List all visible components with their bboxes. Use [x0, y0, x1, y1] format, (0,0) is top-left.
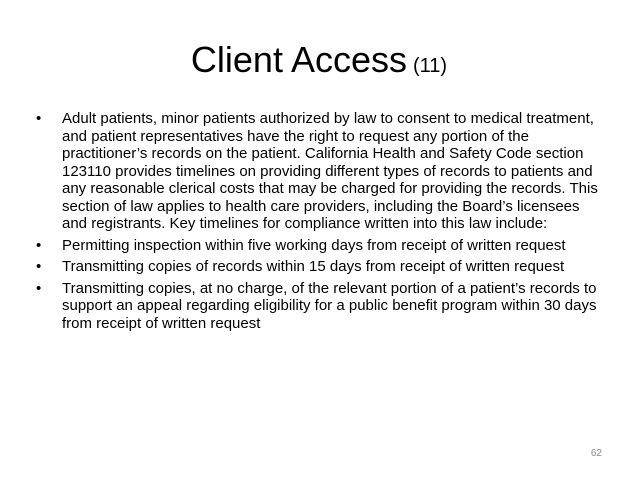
page-number: 62 — [590, 448, 602, 459]
bullet-marker: • — [36, 110, 42, 127]
slide-title-text: Client Access — [190, 39, 407, 80]
bullet-marker: • — [36, 236, 42, 254]
bullet-item — [36, 258, 606, 276]
bullet-text: Adult patients, minor patients authorized by law to consent to medical treatment, and patient representatives have the right to request any portion of the practitioner’s records on the patient. California Health and Safety Code section 123110 provides timelines on providing different types of records to patients and any reasonable clerical costs that may be charged for providing the records. This section of law applies to health care providers, including the Board’s licensees and registrants. Key timelines for compliance written into this law include: — [62, 110, 598, 232]
bullet-item — [36, 237, 606, 255]
bullet-marker: • — [36, 258, 42, 275]
bullet-text: Transmitting copies, at no charge, of the relevant portion of a patient’s records to support an appeal regarding eligibility for a public benefit program within 30 days from receipt of written request — [62, 279, 597, 332]
bullet-list — [36, 110, 606, 336]
bullet-item — [36, 280, 606, 333]
slide-title — [0, 38, 638, 88]
slide-title-suffix: (11) — [413, 55, 448, 77]
bullet-item — [36, 110, 606, 233]
bullet-text: Permitting inspection within five working days from receipt of written request — [62, 236, 566, 254]
bullet-text: Transmitting copies of records within 15 days from receipt of written request — [62, 258, 565, 275]
bullet-marker: • — [36, 279, 42, 297]
